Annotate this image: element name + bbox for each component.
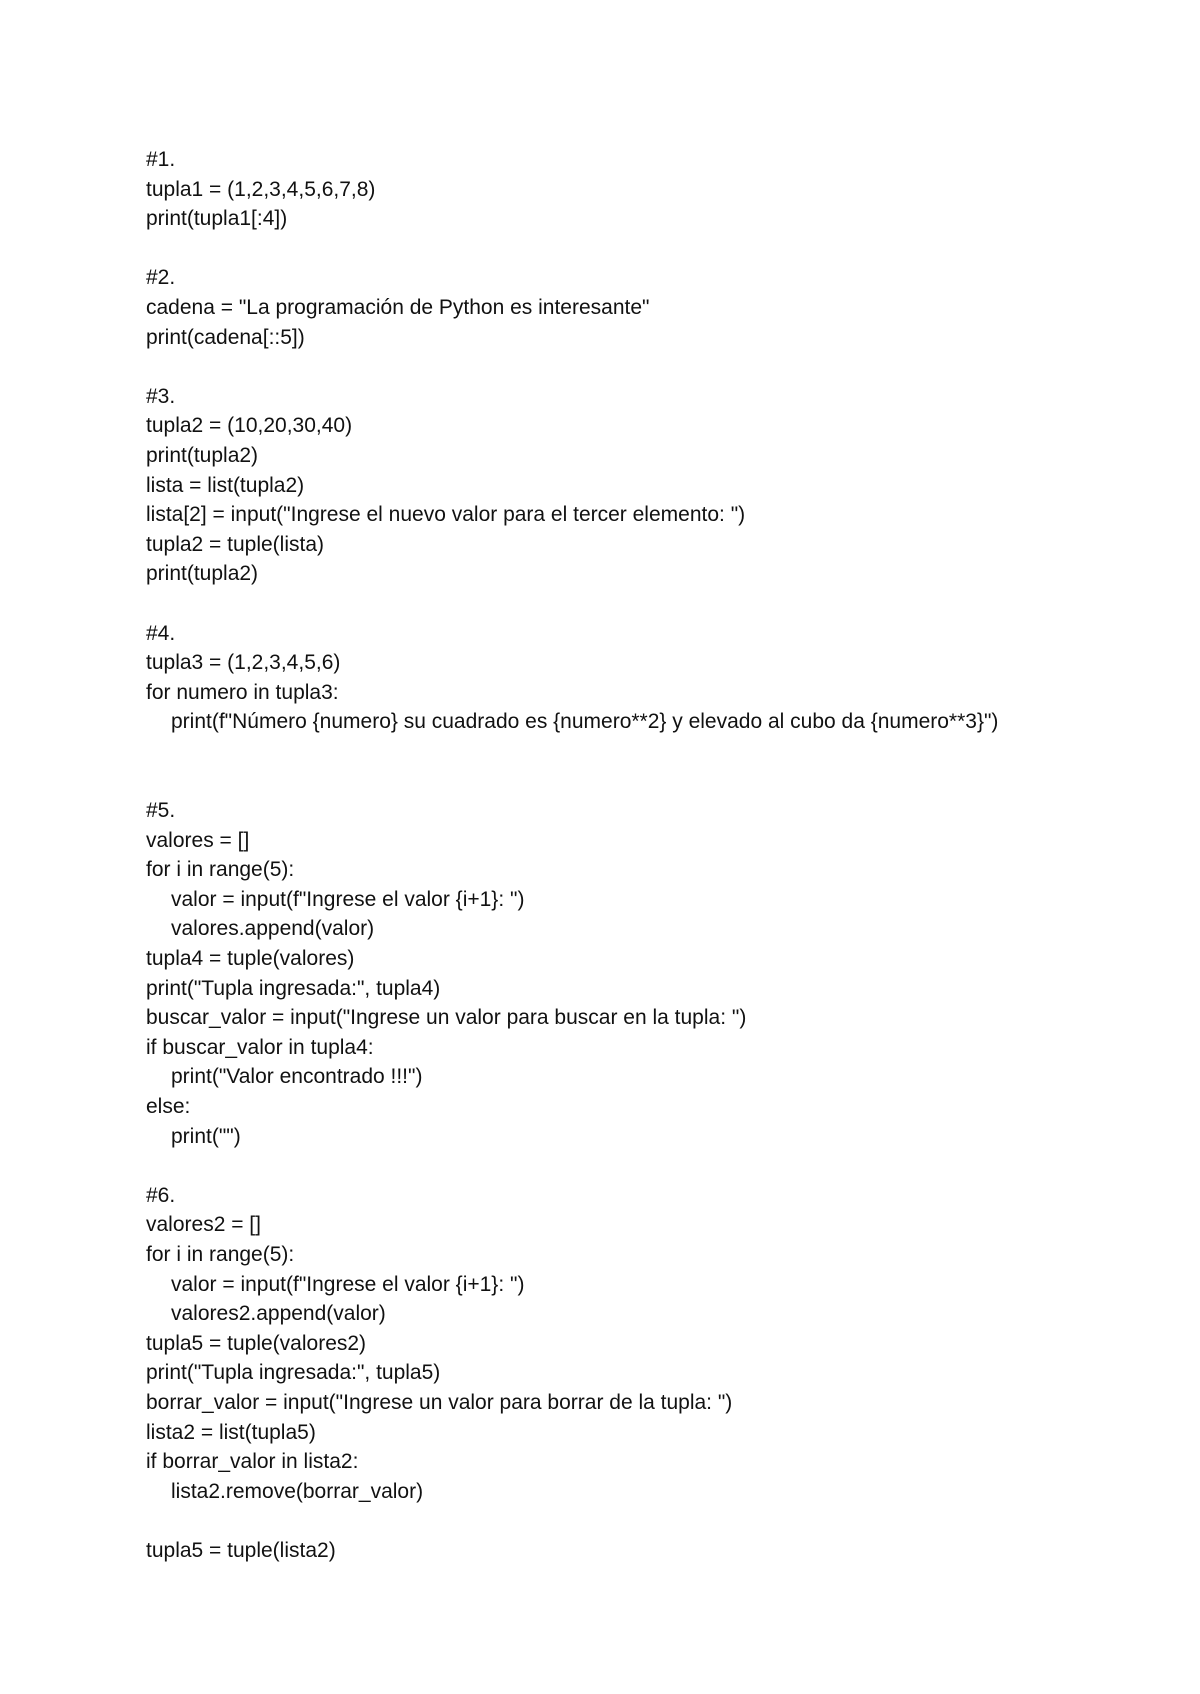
code-line: lista2.remove(borrar_valor) — [171, 1479, 424, 1503]
code-line: if borrar_valor in lista2: — [146, 1450, 359, 1474]
code-line: tupla5 = tuple(valores2) — [146, 1331, 367, 1355]
blank-line — [146, 1506, 1146, 1536]
code-line: lista2 = list(tupla5) — [146, 1420, 316, 1444]
code-line: #1. — [146, 148, 176, 171]
code-line: for i in range(5): — [146, 858, 295, 882]
code-line: else: — [146, 1095, 191, 1118]
code-line: tupla3 = (1,2,3,4,5,6) — [146, 651, 341, 675]
code-line: print("") — [171, 1124, 241, 1148]
code-line: print(tupla2) — [146, 562, 259, 586]
code-line: valores2.append(valor) — [171, 1302, 386, 1326]
code-line: for numero in tupla3: — [146, 680, 339, 704]
code-line: #2. — [146, 266, 176, 290]
code-line: if buscar_valor in tupla4: — [146, 1035, 374, 1059]
code-line: print("Valor encontrado !!!") — [171, 1065, 423, 1089]
code-line: tupla2 = tuple(lista) — [146, 532, 325, 556]
blank-line — [146, 234, 1146, 264]
code-line: print(f"Número {numero} su cuadrado es {numero**2} y elevado al cubo da {numero**3}") — [171, 710, 999, 734]
blank-line — [146, 352, 1146, 382]
code-line: lista[2] = input("Ingrese el nuevo valor para el tercer elemento: ") — [146, 503, 746, 527]
code-line: tupla4 = tuple(valores) — [146, 947, 355, 971]
code-listing — [146, 145, 1146, 1566]
blank-line — [146, 1151, 1146, 1181]
code-line: print("Tupla ingresada:", tupla5) — [146, 1361, 441, 1385]
code-line: print("Tupla ingresada:", tupla4) — [146, 976, 441, 1000]
code-line: print(cadena[::5]) — [146, 325, 305, 349]
code-line: cadena = "La programación de Python es interesante" — [146, 295, 650, 319]
code-line: valor = input(f"Ingrese el valor {i+1}: ") — [171, 1272, 525, 1296]
code-line: valores2 = [] — [146, 1213, 261, 1237]
code-line: valores.append(valor) — [171, 917, 375, 941]
blank-line — [146, 737, 1146, 767]
blank-line — [146, 766, 1146, 796]
code-line: print(tupla2) — [146, 443, 259, 467]
code-line: #6. — [146, 1183, 176, 1207]
code-line: lista = list(tupla2) — [146, 473, 305, 497]
code-line: print(tupla1[:4]) — [146, 207, 288, 231]
code-line: tupla1 = (1,2,3,4,5,6,7,8) — [146, 177, 376, 201]
code-line: #3. — [146, 384, 176, 408]
code-line: tupla2 = (10,20,30,40) — [146, 414, 353, 438]
code-line: valores = [] — [146, 828, 250, 852]
code-line: tupla5 = tuple(lista2) — [146, 1538, 336, 1562]
code-line: for i in range(5): — [146, 1242, 295, 1266]
code-line: #5. — [146, 799, 176, 823]
code-line: buscar_valor = input("Ingrese un valor para buscar en la tupla: ") — [146, 1006, 747, 1030]
code-line: #4. — [146, 621, 176, 645]
blank-line — [146, 589, 1146, 619]
code-line: borrar_valor = input("Ingrese un valor para borrar de la tupla: ") — [146, 1390, 733, 1414]
code-line: valor = input(f"Ingrese el valor {i+1}: ") — [171, 887, 525, 911]
